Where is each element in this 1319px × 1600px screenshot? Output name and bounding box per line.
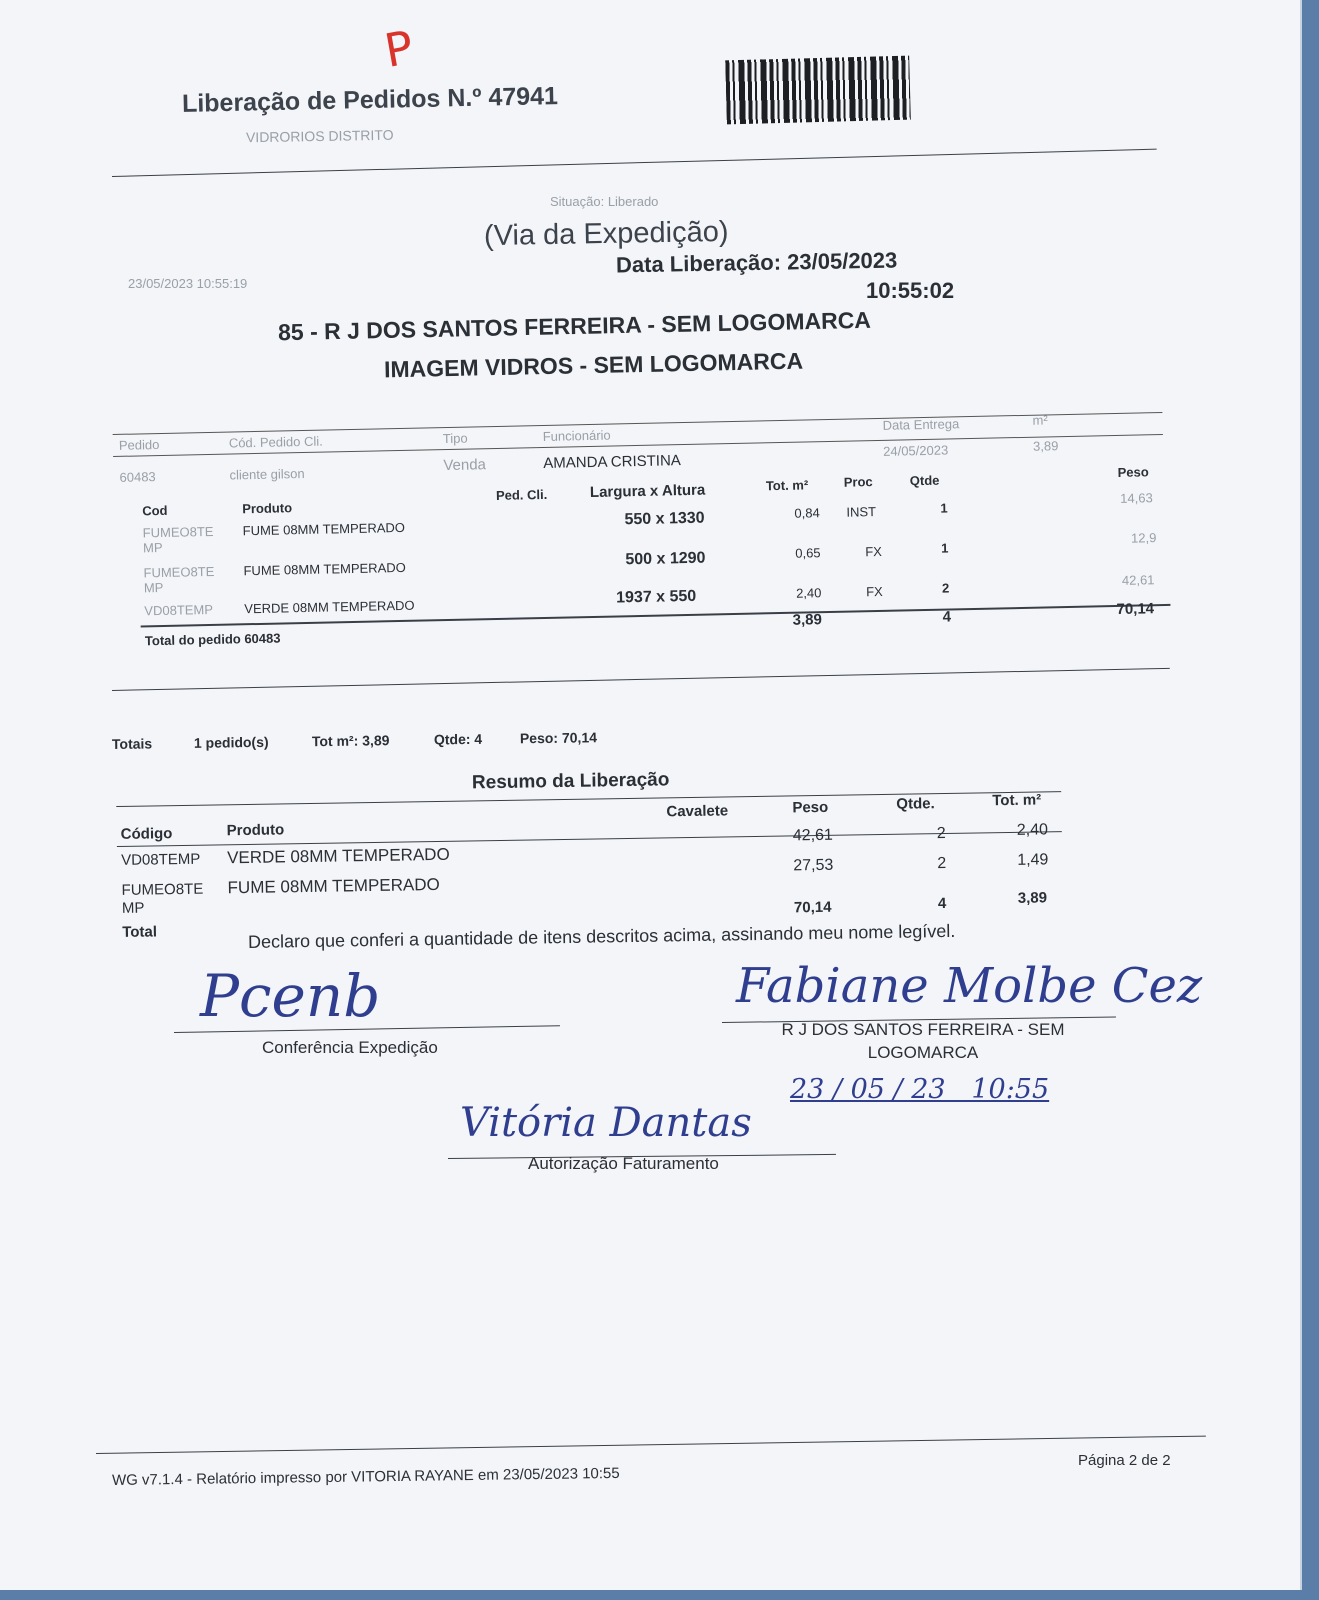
col-m2: m²	[1032, 412, 1048, 428]
item-produto: FUME 08MM TEMPERADO	[243, 559, 406, 579]
summary-total-qtde: 4	[937, 894, 947, 913]
item-proc: INST	[846, 504, 877, 520]
summary-codigo-cont: MP	[121, 899, 145, 917]
summary-qtde: 2	[937, 854, 947, 873]
col-peso: Peso	[1117, 464, 1149, 480]
client-sign-label-2: LOGOMARCA	[867, 1043, 979, 1062]
release-date: Data Liberação: 23/05/2023	[615, 247, 898, 278]
col-proc: Proc	[843, 474, 873, 490]
col-produto: Produto	[242, 500, 293, 517]
company-name: VIDRORIOS DISTRITO	[245, 126, 394, 146]
page-title: Liberação de Pedidos N.º 47941	[181, 82, 559, 118]
col-tot-m2: Tot. m²	[765, 477, 809, 494]
conferencia-label: Conferência Expedição	[262, 1038, 438, 1057]
order-data-entrega: 24/05/2023	[883, 442, 949, 459]
totals-peso: Peso: 70,14	[519, 729, 598, 747]
col-data-entrega: Data Entrega	[882, 416, 960, 433]
col-cod-pedido: Cód. Pedido Cli.	[228, 433, 323, 451]
order-cod-pedido: cliente gilson	[229, 465, 305, 483]
item-dims: 500 x 1290	[625, 549, 706, 569]
col-cavalete: Cavalete	[666, 802, 729, 821]
item-cod: FUMEO8TE	[143, 563, 215, 581]
autorizacao-label: Autorização Faturamento	[528, 1154, 719, 1173]
summary-m2: 1,49	[1017, 851, 1049, 869]
red-mark: P	[380, 20, 418, 78]
summary-qtde: 2	[936, 824, 946, 843]
totals-line	[112, 728, 672, 760]
totals-qtde: Qtde: 4	[433, 730, 483, 748]
item-tot-m2: 0,84	[794, 505, 820, 521]
client-name: 85 - R J DOS SANTOS FERREIRA - SEM LOGOMARCA	[277, 306, 872, 346]
col-summary-peso: Peso	[792, 798, 829, 817]
col-summary-produto: Produto	[226, 821, 285, 840]
footer-divider	[96, 1436, 1206, 1454]
summary-total-m2: 3,89	[1017, 889, 1048, 907]
situation-text: Situação: Liberado	[550, 194, 659, 209]
handwritten-date: 23 / 05 / 23 10:55	[790, 1074, 1050, 1105]
summary-codigo: FUMEO8TE	[121, 880, 204, 899]
item-cod: VD08TEMP	[144, 601, 214, 619]
order-total-label: Total do pedido 60483	[144, 630, 281, 649]
col-summary-m2: Tot. m²	[992, 791, 1042, 810]
item-tot-m2: 2,40	[795, 585, 822, 601]
summary-peso: 27,53	[793, 856, 834, 875]
item-proc: FX	[865, 583, 883, 600]
totals-pedidos: 1 pedido(s)	[193, 733, 269, 751]
summary-m2: 2,40	[1016, 821, 1049, 839]
summary-codigo: VD08TEMP	[121, 850, 201, 869]
totals-label: Totais	[111, 735, 153, 752]
item-peso: 14,63	[1120, 490, 1153, 506]
item-produto: VERDE 08MM TEMPERADO	[244, 597, 415, 617]
col-funcionario: Funcionário	[542, 427, 611, 444]
order-tipo: Venda	[443, 456, 487, 475]
order-table	[112, 382, 1173, 684]
order-total-qtde: 4	[942, 608, 952, 626]
order-pedido: 60483	[119, 469, 156, 485]
item-cod: FUMEO8TE	[142, 523, 214, 541]
item-dims: 550 x 1330	[624, 509, 705, 529]
item-peso: 12,9	[1130, 530, 1157, 546]
footer-text: WG v7.1.4 - Relatório impresso por VITORIA RAYANE em 23/05/2023 10:55	[111, 1464, 620, 1489]
client-signature: Fabiane Molbe Cez	[736, 958, 1203, 1014]
via-title: (Via da Expedição)	[483, 215, 729, 253]
col-ped-cli: Ped. Cli.	[495, 486, 548, 503]
summary-produto: VERDE 08MM TEMPERADO	[226, 844, 450, 868]
summary-total-label: Total	[122, 923, 158, 941]
col-qtde: Qtde	[909, 472, 940, 489]
order-funcionario: AMANDA CRISTINA	[543, 452, 682, 472]
col-pedido: Pedido	[118, 437, 160, 453]
summary-peso: 42,61	[792, 826, 834, 845]
item-cod-cont: MP	[143, 579, 164, 596]
col-dims: Largura x Altura	[589, 481, 706, 502]
item-produto: FUME 08MM TEMPERADO	[242, 519, 406, 539]
conferencia-signature: Pcenb	[200, 962, 381, 1030]
item-dims: 1937 x 550	[615, 587, 697, 607]
totals-m2: Tot m²: 3,89	[311, 732, 390, 750]
item-cod-cont: MP	[142, 539, 163, 556]
item-proc: FX	[865, 543, 883, 560]
summary-title: Resumo da Liberação	[471, 769, 670, 794]
print-timestamp: 23/05/2023 10:55:19	[128, 276, 248, 291]
col-cod: Cod	[142, 502, 168, 519]
client-name-2: IMAGEM VIDROS - SEM LOGOMARCA	[383, 347, 804, 383]
item-qtde: 2	[941, 580, 950, 596]
summary-total-peso: 70,14	[793, 898, 832, 917]
item-peso: 42,61	[1121, 572, 1155, 588]
item-tot-m2: 0,65	[795, 545, 821, 561]
barcode	[725, 56, 911, 125]
summary-produto: FUME 08MM TEMPERADO	[227, 874, 440, 898]
header-divider	[112, 149, 1157, 177]
order-m2: 3,89	[1032, 438, 1059, 454]
col-summary-qtde: Qtde.	[896, 795, 935, 813]
item-qtde: 1	[940, 500, 948, 516]
item-qtde: 1	[941, 540, 949, 556]
col-codigo: Código	[120, 825, 173, 843]
autorizacao-signature: Vitória Dantas	[460, 1100, 752, 1146]
col-tipo: Tipo	[442, 430, 468, 447]
order-total-m2: 3,89	[792, 611, 823, 629]
client-sign-label: R J DOS SANTOS FERREIRA - SEM	[781, 1020, 1065, 1039]
page-number: Página 2 de 2	[1078, 1452, 1171, 1469]
order-total-peso: 70,14	[1116, 600, 1155, 619]
release-time: 10:55:02	[866, 278, 955, 303]
declaration-text: Declaro que conferi a quantidade de itens descritos acima, assinando meu nome legível.	[247, 920, 956, 952]
